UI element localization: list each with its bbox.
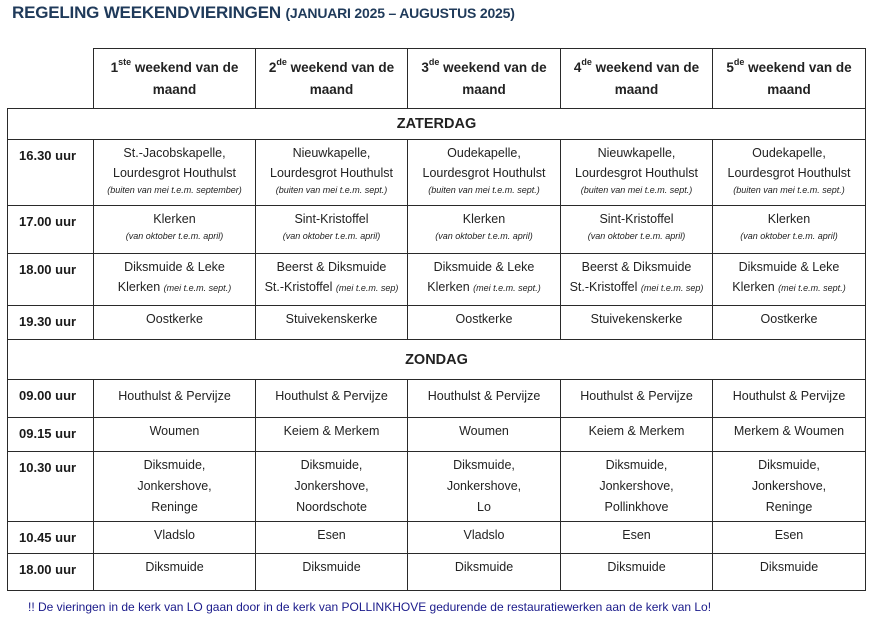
church-name: Jonkershove, (137, 479, 212, 493)
church-name: Sint-Kristoffel (599, 212, 674, 226)
weekend-header (408, 49, 561, 109)
church-name: Diksmuide & Leke (124, 260, 225, 274)
mass-cell (713, 140, 866, 206)
church-name: Jonkershove, (599, 479, 674, 493)
mass-cell: Esen (713, 522, 866, 554)
church-name: Noordschote (296, 500, 367, 514)
church-name: Klerken (767, 212, 811, 226)
church-name: Lourdesgrot Houthulst (727, 166, 851, 180)
weekend-label: weekend van de maand (591, 59, 700, 97)
weekend-ordinal: ste (118, 56, 132, 67)
schedule-row (8, 380, 866, 418)
church-name: Diksmuide, (453, 458, 515, 472)
time-cell: 09.00 uur (8, 380, 94, 418)
weekend-header (256, 49, 408, 109)
mass-cell (713, 254, 866, 306)
mass-cell (713, 206, 866, 254)
church-name: Jonkershove, (294, 479, 369, 493)
mass-cell (256, 206, 408, 254)
mass-cell: Houthulst & Pervijze (713, 380, 866, 418)
church-name: St.-Kristoffel (264, 280, 333, 294)
church-name: Lo (477, 500, 491, 514)
weekend-ordinal: de (581, 56, 592, 67)
mass-cell: Houthulst & Pervijze (256, 380, 408, 418)
period-note: (van oktober t.e.m. april) (435, 231, 533, 241)
mass-cell: Oostkerke (94, 306, 256, 340)
church-name: Diksmuide, (143, 458, 206, 472)
period-note: (van oktober t.e.m. april) (587, 231, 686, 241)
sunday-row (8, 340, 866, 380)
mass-cell (94, 254, 256, 306)
church-name: Jonkershove, (751, 479, 827, 493)
church-name: Nieuwkapelle, (597, 146, 676, 160)
time-cell: 18.00 uur (8, 254, 94, 306)
weekend-label: weekend van de maand (439, 59, 547, 97)
title-main: REGELING WEEKENDVIERINGEN (12, 3, 281, 22)
schedule-row (8, 418, 866, 452)
saturday-label: ZATERDAG (8, 109, 866, 140)
church-name: Klerken (427, 280, 470, 294)
schedule-row (8, 554, 866, 591)
weekend-label: weekend van de maand (131, 59, 239, 97)
mass-cell (94, 206, 256, 254)
church-line (713, 277, 865, 298)
weekend-number: 2 (268, 59, 277, 75)
church-name: St.-Jacobskapelle, (123, 146, 226, 160)
weekend-header (94, 49, 256, 109)
church-name: Pollinkhove (604, 500, 669, 514)
mass-cell (561, 452, 713, 522)
mass-cell: Oostkerke (408, 306, 561, 340)
church-name: Reninge (765, 500, 813, 514)
weekend-number: 4 (573, 59, 582, 75)
church-name: Diksmuide, (300, 458, 363, 472)
mass-cell (408, 254, 561, 306)
schedule-row (8, 254, 866, 306)
time-cell: 18.00 uur (8, 554, 94, 591)
sunday-label: ZONDAG (8, 340, 866, 380)
period-note: (van oktober t.e.m. april) (740, 231, 838, 241)
period-note: (buiten van mei t.e.m. sept.) (428, 185, 540, 195)
mass-cell: Esen (561, 522, 713, 554)
mass-cell: Diksmuide (713, 554, 866, 591)
schedule-row (8, 522, 866, 554)
period-note: (buiten van mei t.e.m. september) (107, 185, 242, 195)
weekend-header (713, 49, 866, 109)
church-name: Jonkershove, (446, 479, 522, 493)
mass-cell (256, 452, 408, 522)
period-note: (mei t.e.m. sept.) (778, 283, 846, 293)
period-note: (van oktober t.e.m. april) (125, 231, 224, 241)
mass-cell (713, 452, 866, 522)
saturday-row (8, 109, 866, 140)
mass-cell: Diksmuide (408, 554, 561, 591)
church-name: Oudekapelle, (752, 146, 826, 160)
weekend-ordinal: de (733, 56, 745, 67)
time-cell: 16.30 uur (8, 140, 94, 206)
mass-cell (256, 140, 408, 206)
period-note: (buiten van mei t.e.m. sept.) (733, 185, 845, 195)
period-note: (mei t.e.m. sep) (335, 283, 399, 293)
church-line (561, 277, 712, 298)
mass-cell (561, 254, 713, 306)
church-name: Lourdesgrot Houthulst (113, 166, 236, 180)
church-name: Reninge (151, 500, 198, 514)
mass-cell: Keiem & Merkem (256, 418, 408, 452)
church-name: Sint-Kristoffel (294, 212, 369, 226)
mass-cell: Houthulst & Pervijze (408, 380, 561, 418)
church-name: Klerken (462, 212, 506, 226)
church-line (408, 277, 560, 298)
church-name: Diksmuide & Leke (433, 260, 535, 274)
footer-notice: !! De vieringen in de kerk van LO gaan door in de kerk van POLLINKHOVE gedurende de restauratiewerken aan de kerk van Lo! (28, 600, 712, 614)
header-row (8, 49, 866, 109)
schedule-row (8, 206, 866, 254)
mass-cell: Diksmuide (94, 554, 256, 591)
church-name: Beerst & Diksmuide (581, 260, 692, 274)
church-name: Diksmuide, (605, 458, 668, 472)
mass-cell (408, 140, 561, 206)
mass-cell: Woumen (408, 418, 561, 452)
page-title (12, 3, 515, 23)
mass-cell: Houthulst & Pervijze (561, 380, 713, 418)
weekend-label: weekend van de maand (286, 59, 395, 97)
church-name: Klerken (732, 280, 775, 294)
mass-cell: Woumen (94, 418, 256, 452)
time-cell: 09.15 uur (8, 418, 94, 452)
church-name: Diksmuide & Leke (738, 260, 840, 274)
mass-cell (408, 452, 561, 522)
mass-cell: Vladslo (408, 522, 561, 554)
mass-cell (94, 140, 256, 206)
weekend-header (561, 49, 713, 109)
weekend-ordinal: de (428, 56, 440, 67)
corner-cell (8, 49, 94, 109)
weekend-ordinal: de (276, 56, 287, 67)
weekend-label: weekend van de maand (744, 59, 852, 97)
period-note: (buiten van mei t.e.m. sept.) (580, 185, 693, 195)
church-name: Klerken (153, 212, 196, 226)
mass-cell: Stuivekenskerke (256, 306, 408, 340)
church-name: Nieuwkapelle, (292, 146, 371, 160)
mass-cell: Diksmuide (256, 554, 408, 591)
schedule-row (8, 140, 866, 206)
church-name: St.-Kristoffel (569, 280, 638, 294)
church-name: Lourdesgrot Houthulst (422, 166, 546, 180)
mass-cell (256, 254, 408, 306)
time-cell: 17.00 uur (8, 206, 94, 254)
period-note: (van oktober t.e.m. april) (282, 231, 381, 241)
mass-cell: Esen (256, 522, 408, 554)
weekend-number: 1 (110, 59, 119, 75)
mass-cell: Diksmuide (561, 554, 713, 591)
mass-cell: Houthulst & Pervijze (94, 380, 256, 418)
mass-cell: Vladslo (94, 522, 256, 554)
period-note: (buiten van mei t.e.m. sept.) (275, 185, 388, 195)
weekend-number: 5 (726, 59, 734, 75)
schedule-row (8, 452, 866, 522)
church-name: Diksmuide, (758, 458, 820, 472)
mass-cell (94, 452, 256, 522)
period-note: (mei t.e.m. sept.) (163, 283, 232, 293)
weekend-number: 3 (421, 59, 429, 75)
mass-cell: Oostkerke (713, 306, 866, 340)
schedule-row (8, 306, 866, 340)
church-line (256, 277, 407, 298)
church-name: Lourdesgrot Houthulst (270, 166, 393, 180)
mass-cell (561, 206, 713, 254)
title-subtitle: (JANUARI 2025 – AUGUSTUS 2025) (285, 5, 515, 21)
mass-cell: Merkem & Woumen (713, 418, 866, 452)
time-cell: 19.30 uur (8, 306, 94, 340)
time-cell: 10.45 uur (8, 522, 94, 554)
church-name: Beerst & Diksmuide (276, 260, 387, 274)
mass-cell (408, 206, 561, 254)
mass-cell (561, 140, 713, 206)
period-note: (mei t.e.m. sep) (640, 283, 704, 293)
period-note: (mei t.e.m. sept.) (473, 283, 541, 293)
schedule-table (7, 48, 866, 591)
church-name: Oudekapelle, (447, 146, 521, 160)
church-name: Klerken (117, 280, 161, 294)
church-name: Lourdesgrot Houthulst (575, 166, 698, 180)
time-cell: 10.30 uur (8, 452, 94, 522)
mass-cell: Keiem & Merkem (561, 418, 713, 452)
mass-cell: Stuivekenskerke (561, 306, 713, 340)
church-line (94, 277, 255, 298)
